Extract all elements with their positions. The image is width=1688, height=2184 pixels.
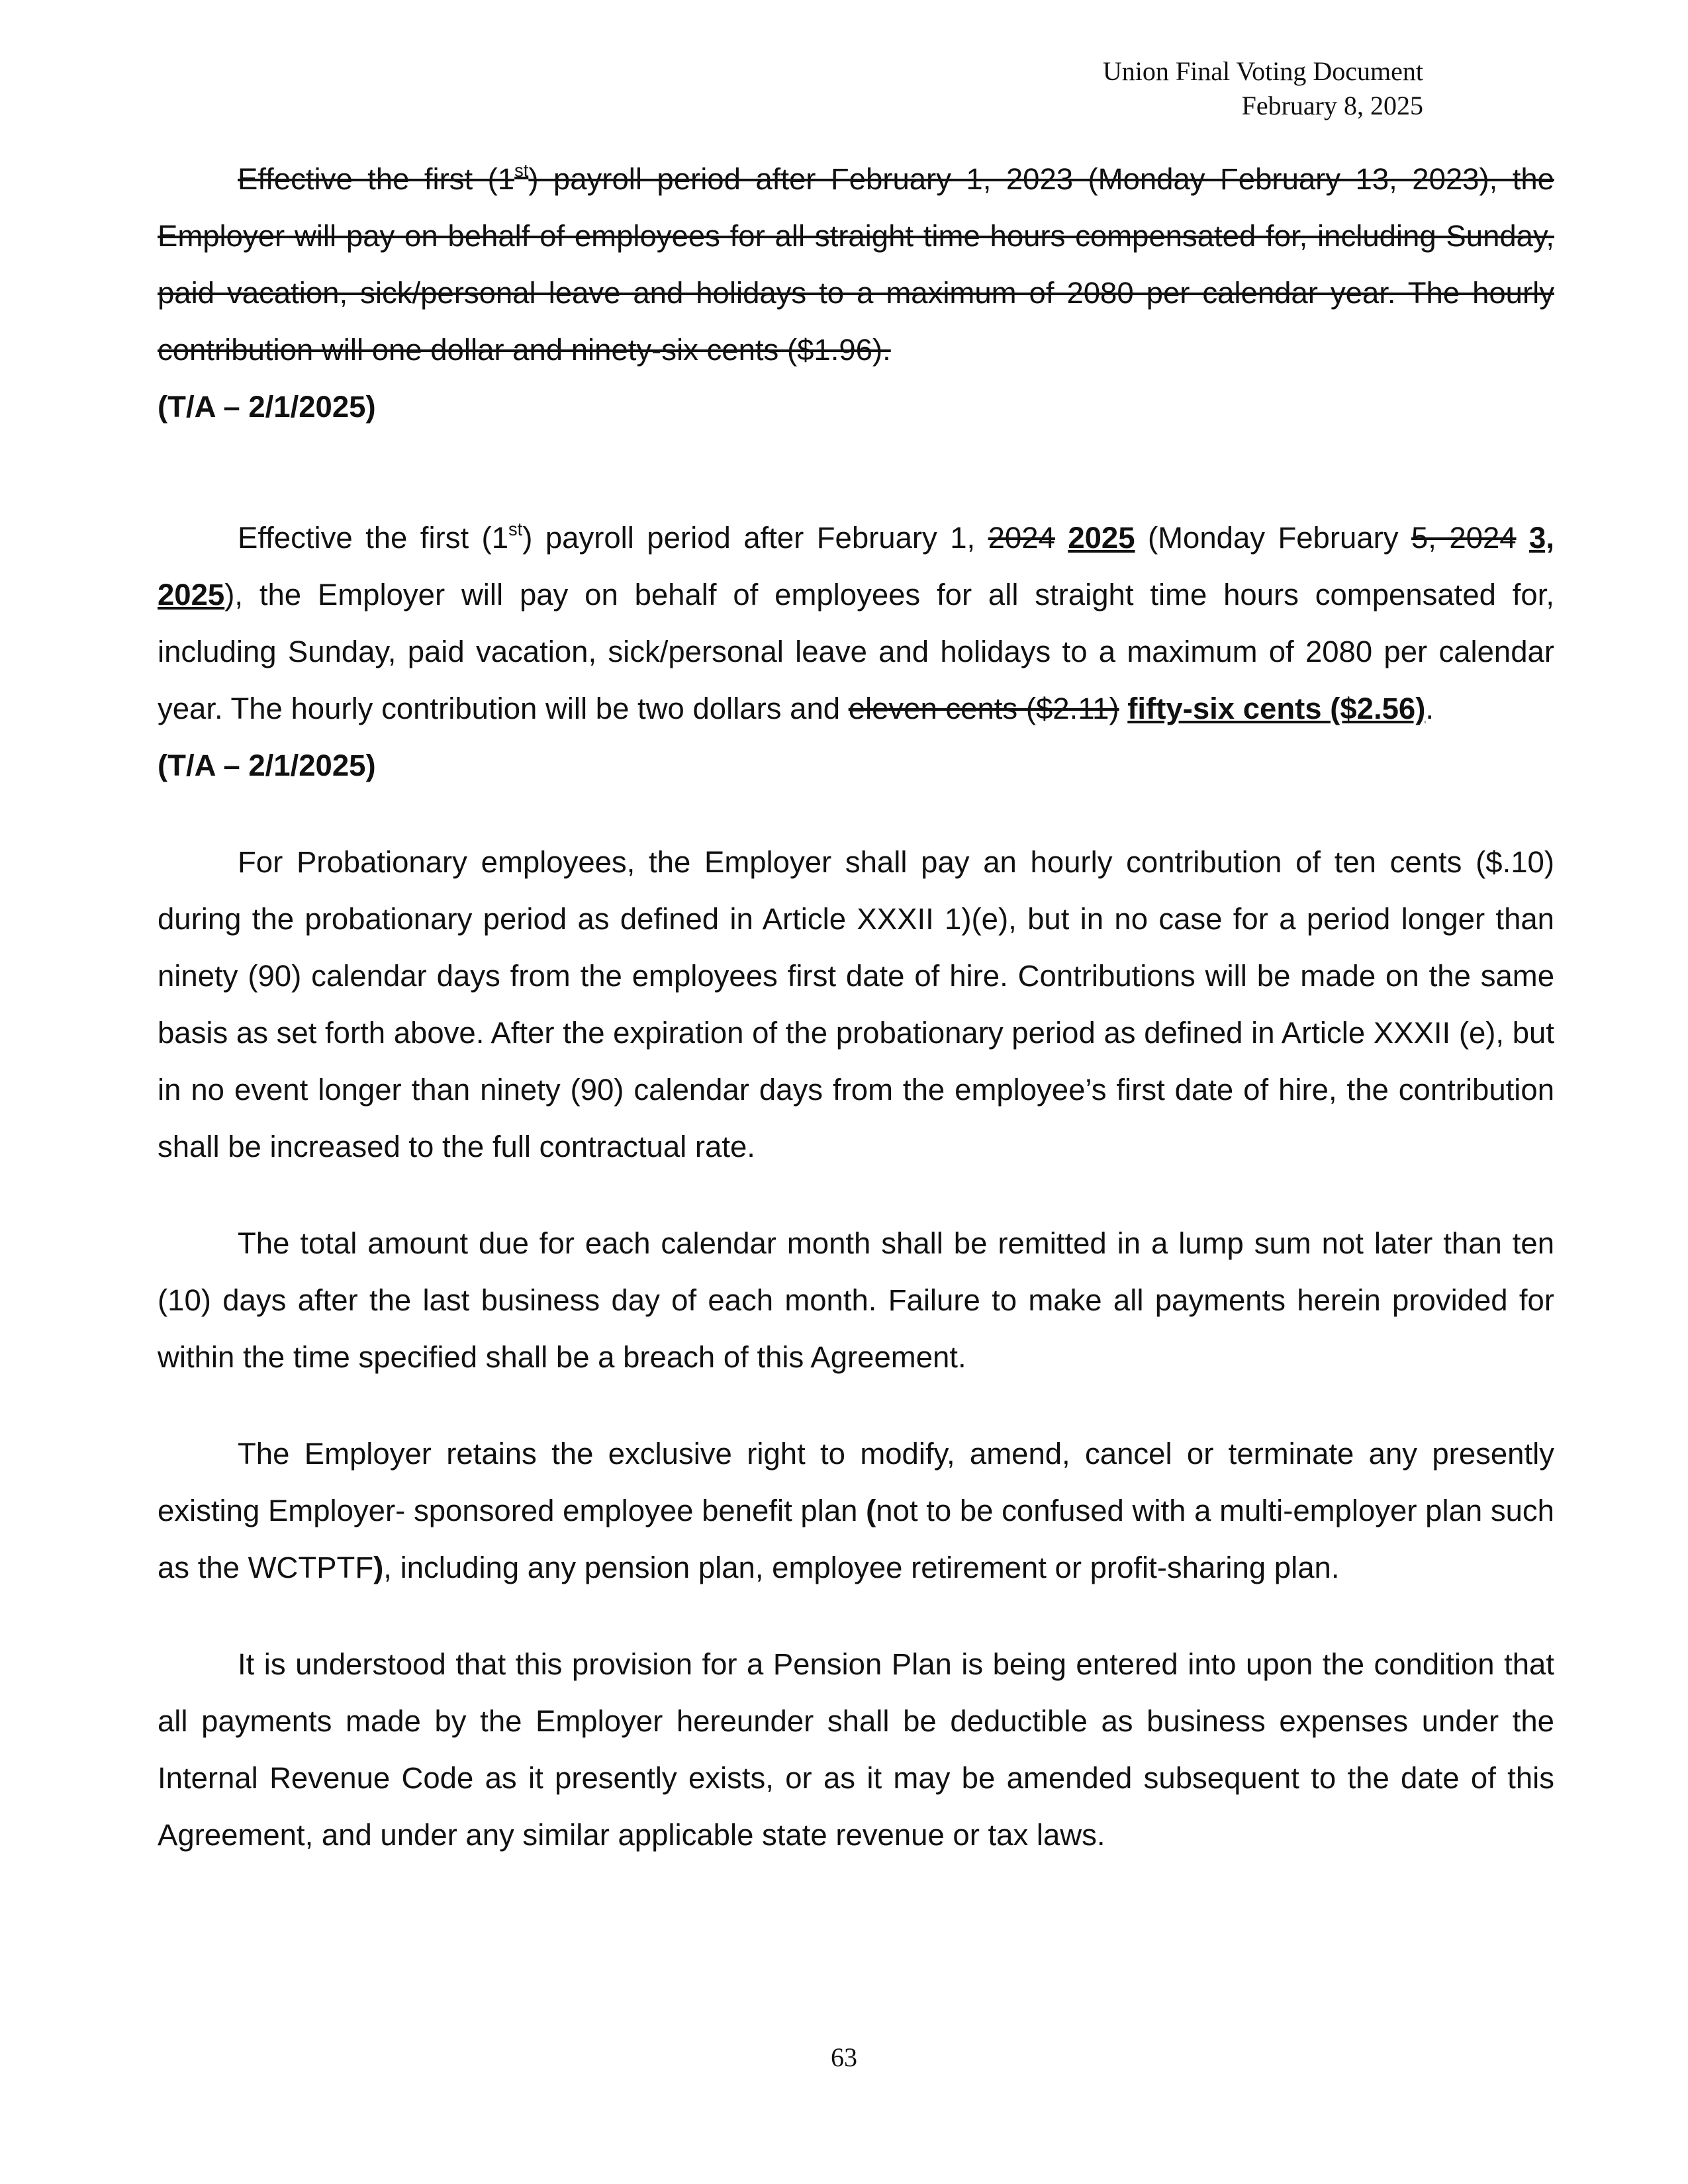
- paragraph-remittance: The total amount due for each calendar month shall be remitted in a lump sum not later than ten (10) days after the last business day of each month. Failure to make all payments herein provided for within the time specified shall be a breach of this Agreement.: [158, 1226, 1554, 1374]
- spacer: [158, 794, 1554, 834]
- added-text: 2025: [1068, 521, 1135, 555]
- para2-text: ), the Employer will pay on behalf of employees for all straight time hours compensated for, including Sunday, paid vacation, sick/personal leave and holidays to a maximum of 2080 per calendar year. The hourly contribution will be two dollars and: [158, 578, 1554, 725]
- tentative-agreement-label: (T/A – 2/1/2025): [158, 390, 376, 424]
- paragraph-tax-deductibility: It is understood that this provision for a Pension Plan is being entered into upon the condition that all payments made by the Employer hereunder shall be deductible as business expenses under the Internal Revenue Code as it presently exists, or as it may be amended subsequent to the date of this Agreement, and under any similar applicable state revenue or tax laws.: [158, 1647, 1554, 1852]
- para5-text: , including any pension plan, employee retirement or profit-sharing plan.: [383, 1551, 1340, 1584]
- deleted-text: 2024: [988, 521, 1055, 555]
- paragraph-deleted-2023-rate: [158, 151, 1554, 379]
- para5-text: The Employer retains the exclusive right to modify, amend, cancel or terminate any presently existing Employer- sponsored employee benefit plan: [158, 1437, 1554, 1527]
- spacer: [158, 1596, 1554, 1636]
- deleted-text: 5, 2024: [1411, 521, 1517, 555]
- tentative-agreement-label: (T/A – 2/1/2025): [158, 749, 376, 782]
- header-date: February 8, 2025: [1241, 91, 1423, 120]
- para1-text-b: ) payroll period after February 1, 2023 (Monday February 13, 2023), the Employer will pay on behalf of employees for all straight time hours compensated for, including Sunday, paid vacation, sick/personal leave and holidays to a maximum of 2080 per calendar year. The hourly contribution will one dollar and ninety-six cents ($1.96).: [158, 162, 1554, 367]
- paragraph-probationary: For Probationary employees, the Employer shall pay an hourly contribution of ten cents ($.10) during the probationary period as defined in Article XXXII 1)(e), but in no case for a period longer than ninety (90) calendar days from the employees first date of hire. Contributions will be made on the same basis as set forth above. After the expiration of the probationary period as defined in Article XXXII (e), but in no event longer than ninety (90) calendar days from the employee’s first date of hire, the contribution shall be increased to the full contractual rate.: [158, 845, 1554, 1163]
- added-text: fifty-six cents ($2.56): [1127, 692, 1426, 725]
- para5-text: not to be confused with a multi-employer plan such as the WCTPTF: [158, 1494, 1554, 1584]
- bold-paren: ): [373, 1551, 384, 1584]
- para2-text: Effective the first (1: [238, 521, 508, 555]
- document-body: [158, 151, 1554, 1864]
- para2-text: [1119, 692, 1128, 725]
- para2-text: [1517, 521, 1529, 555]
- document-header: [1103, 54, 1423, 123]
- para2-text: [1055, 521, 1068, 555]
- para1-text-a: Effective the first (1: [238, 162, 515, 196]
- para2-superscript: st: [508, 518, 523, 539]
- para2-text: (Monday February: [1135, 521, 1411, 555]
- added-text: 3, 2025: [158, 521, 1554, 612]
- para2-text: ) payroll period after February 1,: [522, 521, 988, 555]
- page-number: 63: [831, 2042, 857, 2072]
- paragraph-benefit-plan-rights: [158, 1426, 1554, 1596]
- para2-text: .: [1425, 692, 1434, 725]
- bold-paren: (: [866, 1494, 876, 1527]
- spacer: [158, 1175, 1554, 1215]
- spacer: [158, 1386, 1554, 1426]
- para1-superscript: st: [514, 159, 529, 181]
- deleted-text: eleven cents ($2.11): [848, 692, 1119, 725]
- spacer: [158, 435, 1554, 510]
- paragraph-2025-rate: [158, 510, 1554, 737]
- header-title: Union Final Voting Document: [1102, 56, 1423, 86]
